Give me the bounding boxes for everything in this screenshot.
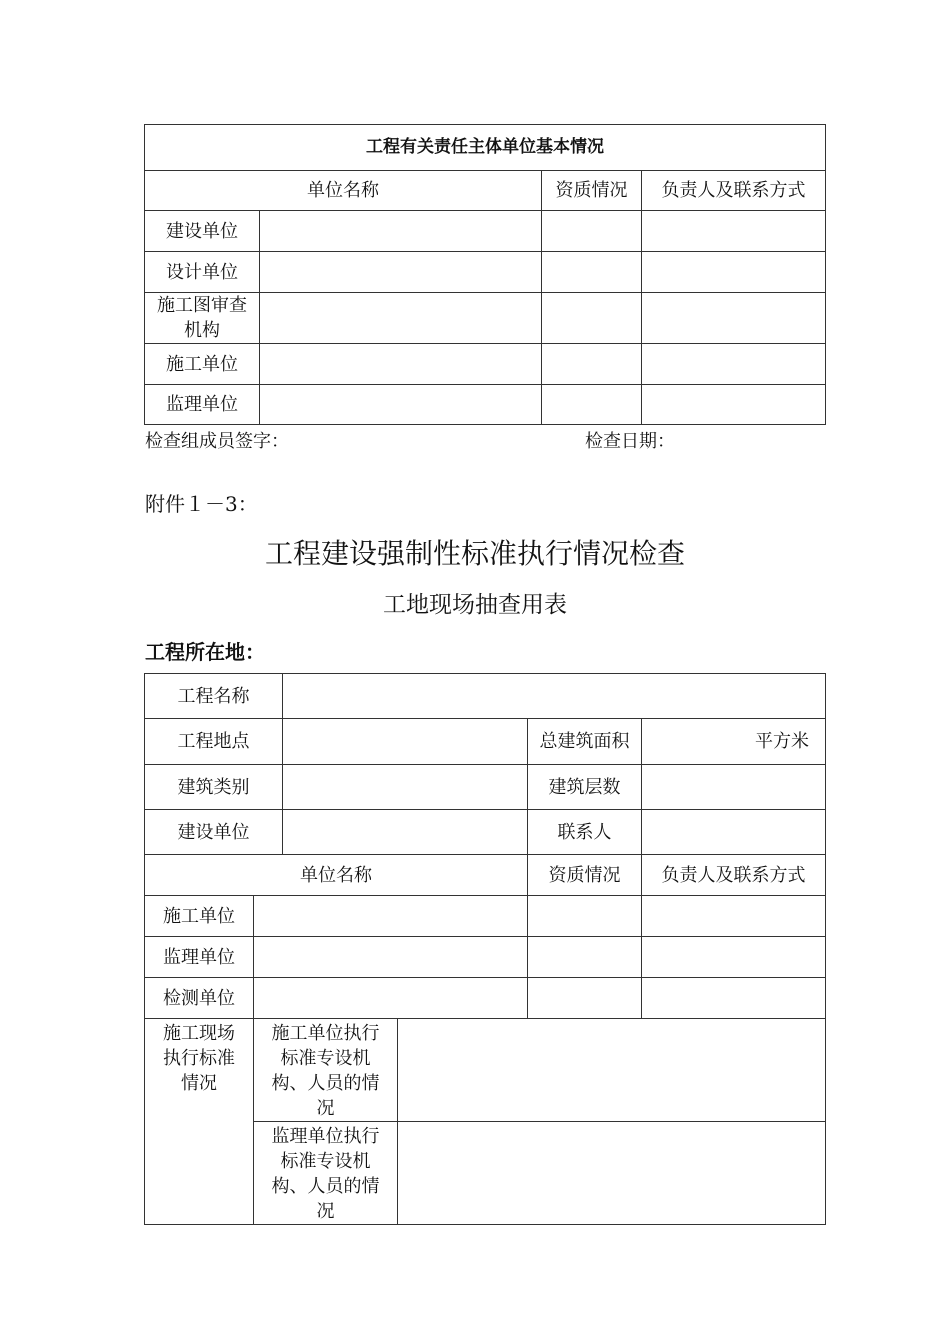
unit-name-header: 单位名称 bbox=[145, 171, 542, 211]
row-label-review: 施工图审查 机构 bbox=[145, 293, 260, 344]
building-type-value[interactable] bbox=[283, 765, 528, 810]
inspection-date-label: 检查日期： bbox=[585, 431, 675, 452]
review-qualification-cell[interactable] bbox=[542, 293, 642, 344]
construction-agency-label: 施工单位执行 标准专设机 构、人员的情 况 bbox=[254, 1019, 398, 1122]
qualification-header-2: 资质情况 bbox=[528, 855, 642, 896]
design-contact-cell[interactable] bbox=[642, 252, 826, 293]
owner-name-cell[interactable] bbox=[260, 211, 542, 252]
design-name-cell[interactable] bbox=[260, 252, 542, 293]
contact-person-label: 联系人 bbox=[528, 810, 642, 855]
floors-label: 建筑层数 bbox=[528, 765, 642, 810]
row-label-design: 设计单位 bbox=[145, 252, 260, 293]
construction-agency-value[interactable] bbox=[398, 1019, 826, 1122]
unit-label-testing: 检测单位 bbox=[145, 978, 254, 1019]
testing-unit-qualification[interactable] bbox=[528, 978, 642, 1019]
construction-unit-contact[interactable] bbox=[642, 896, 826, 937]
testing-unit-contact[interactable] bbox=[642, 978, 826, 1019]
contact-header: 负责人及联系方式 bbox=[642, 171, 826, 211]
owner-label: 建设单位 bbox=[145, 810, 283, 855]
construction-unit-qualification[interactable] bbox=[528, 896, 642, 937]
design-qualification-cell[interactable] bbox=[542, 252, 642, 293]
construction-qualification-cell[interactable] bbox=[542, 344, 642, 385]
contact-header-2: 负责人及联系方式 bbox=[642, 855, 826, 896]
row-label-owner: 建设单位 bbox=[145, 211, 260, 252]
supervision-agency-label: 监理单位执行 标准专设机 构、人员的情 况 bbox=[254, 1122, 398, 1225]
owner-contact-cell[interactable] bbox=[642, 211, 826, 252]
unit-label-construction: 施工单位 bbox=[145, 896, 254, 937]
sub-title: 工地现场抽查用表 bbox=[383, 592, 567, 618]
project-name-label: 工程名称 bbox=[145, 674, 283, 719]
site-inspection-table bbox=[144, 673, 826, 1225]
supervision-qualification-cell[interactable] bbox=[542, 385, 642, 425]
row-label-construction: 施工单位 bbox=[145, 344, 260, 385]
attachment-label: 附件１－3： bbox=[145, 492, 258, 516]
unit-name-header-2: 单位名称 bbox=[145, 855, 528, 896]
construction-name-cell[interactable] bbox=[260, 344, 542, 385]
row-label-supervision: 监理单位 bbox=[145, 385, 260, 425]
supervision-contact-cell[interactable] bbox=[642, 385, 826, 425]
inspector-signature-label: 检查组成员签字： bbox=[145, 431, 289, 452]
main-title: 工程建设强制性标准执行情况检查 bbox=[264, 537, 685, 570]
supervision-unit-contact[interactable] bbox=[642, 937, 826, 978]
owner-value[interactable] bbox=[283, 810, 528, 855]
area-unit: 平方米 bbox=[642, 719, 826, 765]
contact-person-value[interactable] bbox=[642, 810, 826, 855]
qualification-header: 资质情况 bbox=[542, 171, 642, 211]
testing-unit-name[interactable] bbox=[254, 978, 528, 1019]
building-type-label: 建筑类别 bbox=[145, 765, 283, 810]
review-contact-cell[interactable] bbox=[642, 293, 826, 344]
project-location-label: 工程所在地： bbox=[145, 640, 265, 664]
project-name-value[interactable] bbox=[283, 674, 826, 719]
review-name-cell[interactable] bbox=[260, 293, 542, 344]
owner-qualification-cell[interactable] bbox=[542, 211, 642, 252]
responsible-units-table bbox=[144, 124, 826, 425]
construction-unit-name[interactable] bbox=[254, 896, 528, 937]
supervision-unit-name[interactable] bbox=[254, 937, 528, 978]
unit-label-supervision: 监理单位 bbox=[145, 937, 254, 978]
project-location-row-label: 工程地点 bbox=[145, 719, 283, 765]
floors-value[interactable] bbox=[642, 765, 826, 810]
total-area-label: 总建筑面积 bbox=[528, 719, 642, 765]
onsite-standard-label: 施工现场 执行标准 情况 bbox=[145, 1019, 254, 1225]
project-location-value[interactable] bbox=[283, 719, 528, 765]
supervision-agency-value[interactable] bbox=[398, 1122, 826, 1225]
construction-contact-cell[interactable] bbox=[642, 344, 826, 385]
supervision-name-cell[interactable] bbox=[260, 385, 542, 425]
table1-title: 工程有关责任主体单位基本情况 bbox=[145, 125, 826, 171]
supervision-unit-qualification[interactable] bbox=[528, 937, 642, 978]
